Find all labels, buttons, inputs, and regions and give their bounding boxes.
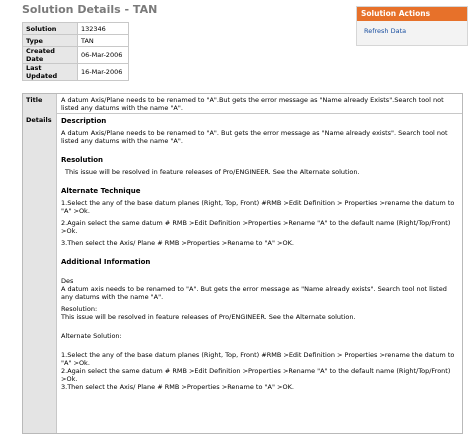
title-text: A datum Axis/Plane needs to be renamed to "A".But gets the error message as "Name already Exists".Search tool not listed any datums with the name "A". (57, 94, 462, 114)
resolution-heading: Resolution (61, 156, 104, 164)
additional-alternate-label: Alternate Solution: (61, 332, 122, 340)
details-content (57, 114, 462, 433)
page-title: Solution Details - TAN (22, 3, 158, 16)
additional-alternate-step-1: 1.Select the any of the base datum planes (Right, Top, Front) #RMB >Edit Definition > Properties >rename the datum to "A" >Ok. (61, 351, 455, 367)
alternate-step-2: 2.Again select the same datum # RMB >Edit Definition >Properties >Rename "A" to the default name (Right/Top/Front) >Ok. (61, 219, 451, 235)
resolution-text: This issue will be resolved in feature releases of Pro/ENGINEER. See the Alternate solution. (65, 168, 360, 176)
summary-value: 06-Mar-2006 (78, 47, 129, 64)
description-heading: Description (61, 117, 107, 125)
alternate-step-1: 1.Select the any of the base datum planes (Right, Top, Front) #RMB >Edit Definition > Properties >rename the datum to "A" >Ok. (61, 199, 455, 215)
summary-row (23, 23, 129, 35)
summary-value: 16-Mar-2006 (78, 64, 129, 81)
description-text: A datum Axis/Plane needs to be renamed to "A". But gets the error message as "Name already exists". Search tool not listed any datums with the name "A". (61, 129, 448, 145)
summary-value: TAN (78, 35, 129, 47)
title-label: Title (26, 96, 43, 104)
alternate-technique-heading: Alternate Technique (61, 187, 141, 195)
solution-details-table (22, 93, 463, 434)
solution-summary-table (22, 22, 129, 81)
summary-row (23, 64, 129, 81)
summary-key: Solution (23, 23, 78, 35)
additional-alternate-step-2: 2.Again select the same datum # RMB >Edit Definition >Properties >Rename "A" to the default name (Right/Top/Front) >Ok. (61, 367, 451, 383)
additional-resolution-text: This issue will be resolved in feature releases of Pro/ENGINEER. See the Alternate solution. (61, 313, 356, 321)
additional-des-text: A datum axis needs to be renamed to "A". But gets the error message as "Name already exists". Search tool not listed any datums with the name "A". (61, 285, 447, 301)
refresh-data-link[interactable]: Refresh Data (364, 27, 407, 35)
details-label: Details (26, 116, 52, 124)
summary-key: Type (23, 35, 78, 47)
label-column (23, 94, 57, 433)
additional-resolution-label: Resolution: (61, 305, 98, 313)
additional-information-heading: Additional Information (61, 258, 151, 266)
summary-value: 132346 (78, 23, 129, 35)
summary-key: Last Updated (23, 64, 78, 81)
additional-des-label: Des (61, 277, 74, 285)
solution-actions-panel (356, 6, 468, 46)
summary-row (23, 47, 129, 64)
additional-alternate-step-3: 3.Then select the Axis/ Plane # RMB >Properties >Rename to "A" >OK. (61, 383, 294, 391)
summary-key: Created Date (23, 47, 78, 64)
alternate-step-3: 3.Then select the Axis/ Plane # RMB >Properties >Rename to "A" >OK. (61, 239, 294, 247)
summary-row (23, 35, 129, 47)
solution-actions-header: Solution Actions (357, 7, 467, 21)
